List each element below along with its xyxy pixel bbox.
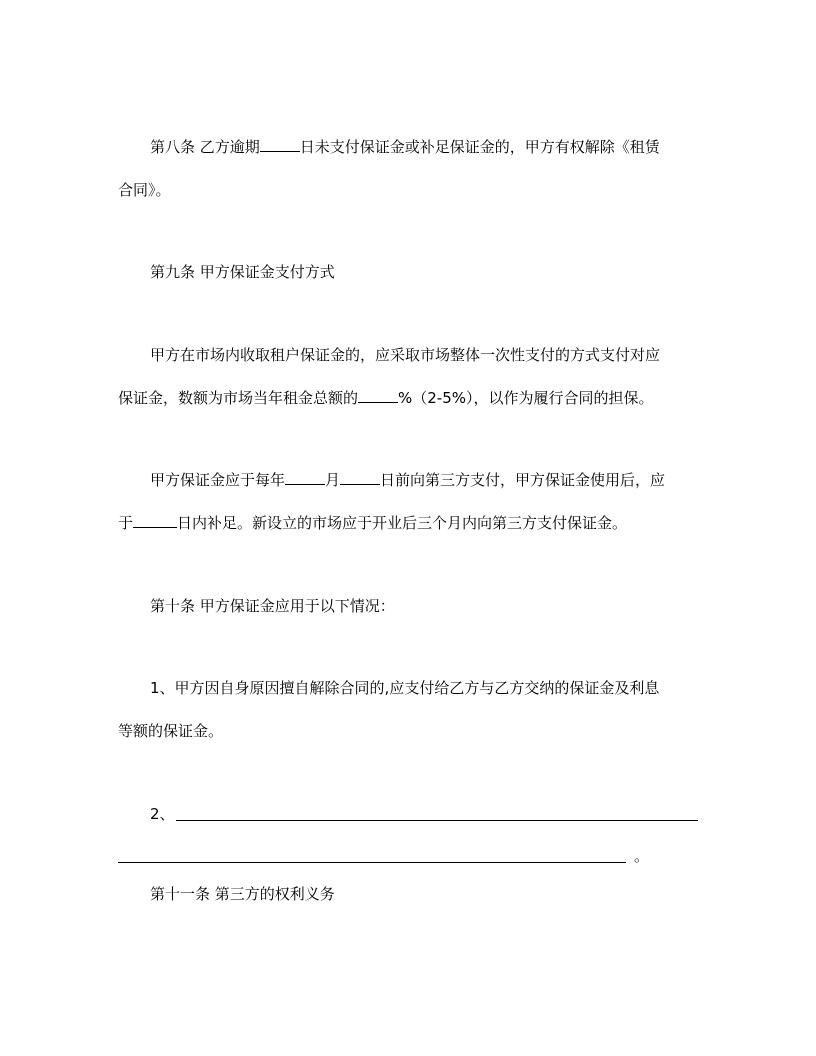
article8-line1: [150, 137, 700, 157]
blank-percent: [358, 388, 398, 403]
article9-p1-text-b: %（2-5%），以作为履行合同的担保。: [398, 389, 654, 407]
article10-item2-prefix: 2、: [150, 805, 175, 823]
article9-p2-line2: [118, 513, 700, 533]
blank-month: [285, 470, 325, 485]
blank-day: [340, 470, 380, 485]
article9-p2-text-c: 日前向第三方支付，甲方保证金使用后，应: [380, 471, 666, 489]
article9-p2-text-b: 月: [325, 471, 341, 489]
article8-text-b: 日未支付保证金或补足保证金的，甲方有权解除《租赁: [299, 138, 660, 156]
article11-heading: 第十一条 第三方的权利义务: [150, 885, 335, 903]
article10-heading: 第十条 甲方保证金应用于以下情况：: [150, 597, 395, 615]
article9-p1-line1: 甲方在市场内收取租户保证金的，应采取市场整体一次性支付的方式支付对应: [150, 346, 661, 364]
article10-item1-line2: 等额的保证金。: [118, 722, 224, 740]
article9-p2-line1: [150, 470, 700, 490]
article8-text-a: 第八条 乙方逾期: [150, 138, 260, 156]
article9-heading: 第九条 甲方保证金支付方式: [150, 263, 335, 281]
article9-p2-text-d: 于: [118, 514, 134, 532]
blank-item2-line2: [118, 862, 626, 863]
blank-replenish-days: [133, 513, 177, 528]
article10-item1-line1: 1、甲方因自身原因擅自解除合同的,应支付给乙方与乙方交纳的保证金及利息: [150, 679, 660, 697]
article8-line2: 合同》。: [118, 181, 171, 199]
article9-p2-text-e: 日内补足。新设立的市场应于开业后三个月内向第三方支付保证金。: [177, 514, 628, 532]
article10-item2-end: 。: [634, 847, 650, 865]
article9-p2-text-a: 甲方保证金应于每年: [150, 471, 286, 489]
article9-p1-line2: [118, 388, 700, 408]
blank-item2-line1: [176, 820, 698, 821]
blank-days-overdue: [260, 137, 300, 152]
article9-p1-text-a: 保证金，数额为市场当年租金总额的: [118, 389, 359, 407]
